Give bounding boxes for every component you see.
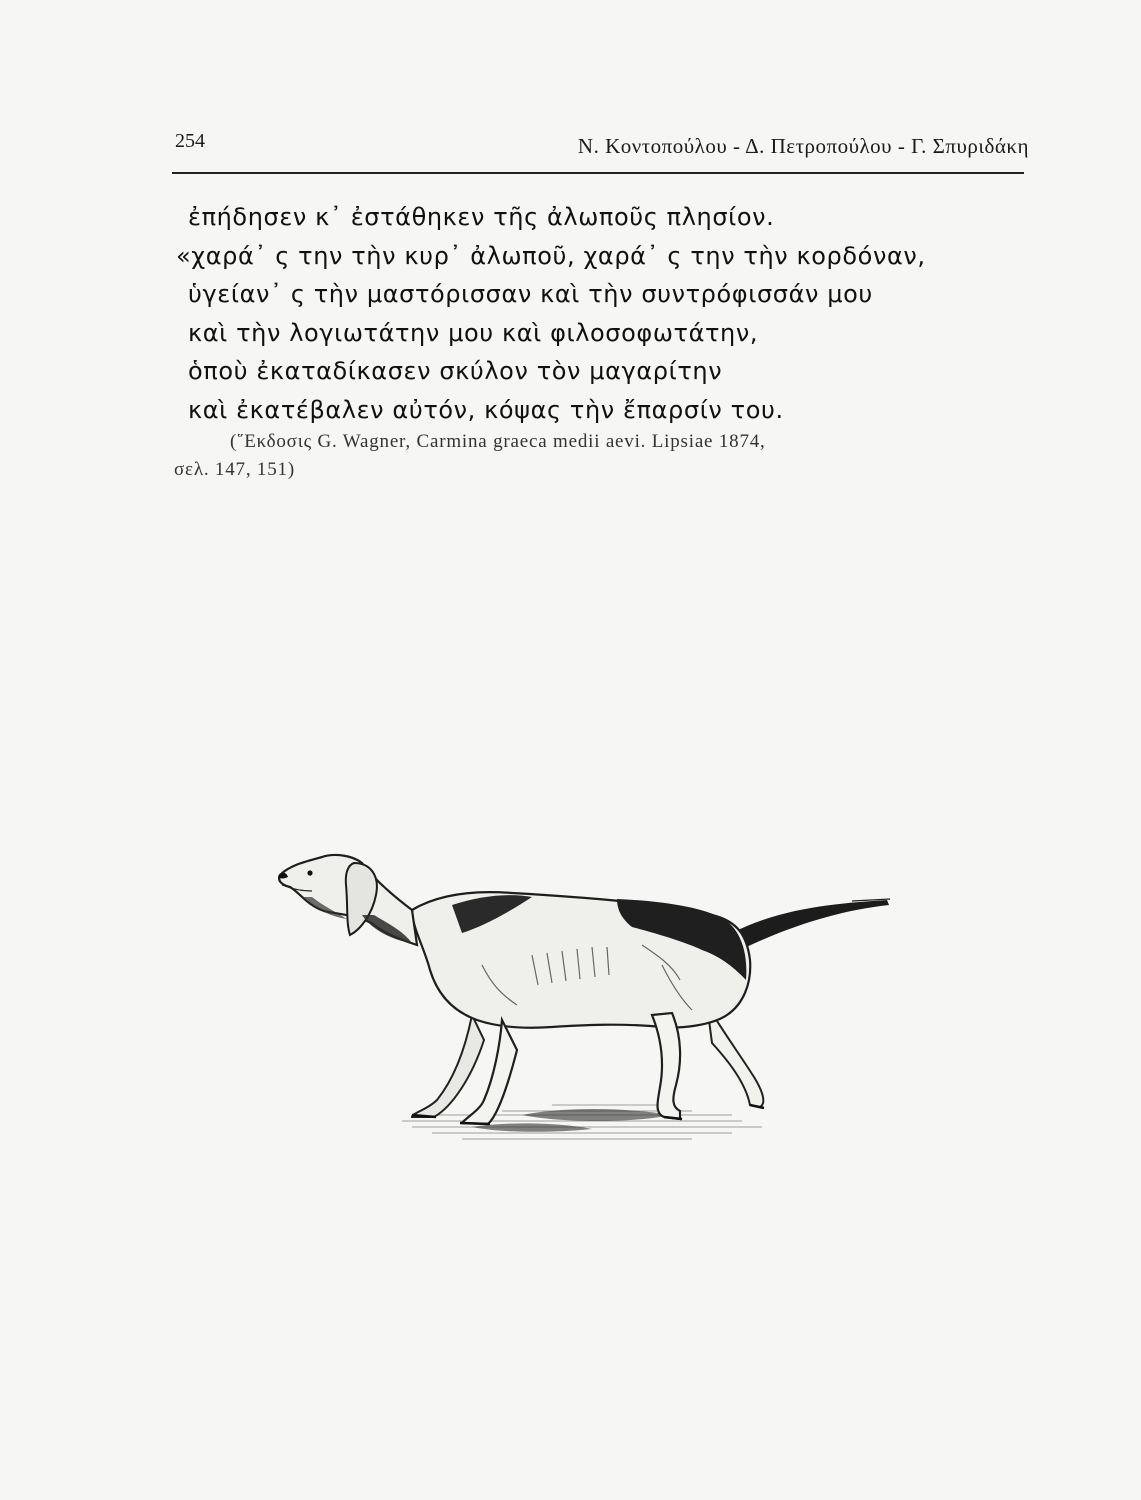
dog-illustration xyxy=(262,815,902,1155)
dog-tail xyxy=(732,900,889,950)
citation-line: σελ. 147, 151) xyxy=(174,459,295,480)
poem-line: ὁποὺ ἐκαταδίκασεν σκύλον τὸν μαγαρίτην xyxy=(188,357,723,385)
poem-text xyxy=(176,198,926,429)
poem-line: ἐπήδησεν κ᾽ ἐστάθηκεν τῆς ἀλωποῦς πλησίον. xyxy=(188,203,775,231)
header-rule xyxy=(172,172,1024,174)
citation-line: (῞Εκδοσις G. Wagner, Carmina graeca medii aevi. Lipsiae 1874, xyxy=(230,431,766,452)
running-head: Ν. Κοντοπούλου - Δ. Πετροπούλου - Γ. Σπυριδάκη xyxy=(577,134,1029,158)
citation xyxy=(174,428,1034,484)
poem-line: καὶ ἐκατέβαλεν αὐτόν, κόψας τὴν ἔπαρσίν του. xyxy=(188,395,784,424)
poem-line: ὑγείαν᾽ ς τὴν μαστόρισσαν καὶ τὴν συντρόφισσάν μου xyxy=(188,280,873,308)
poem-line: «χαρά᾽ ς την τὴν κυρ᾽ ἀλωποῦ, χαρά᾽ ς την τὴν κορδόναν, xyxy=(176,241,926,270)
poem-line: καὶ τὴν λογιωτάτην μου καὶ φιλοσοφωτάτην, xyxy=(188,318,759,347)
ground-shadow-dark xyxy=(472,1109,672,1132)
page-number: 254 xyxy=(175,130,205,152)
dog-hind-leg-near xyxy=(652,1013,680,1119)
dog-front-leg-far xyxy=(412,1015,484,1117)
dog-eye xyxy=(307,870,312,875)
